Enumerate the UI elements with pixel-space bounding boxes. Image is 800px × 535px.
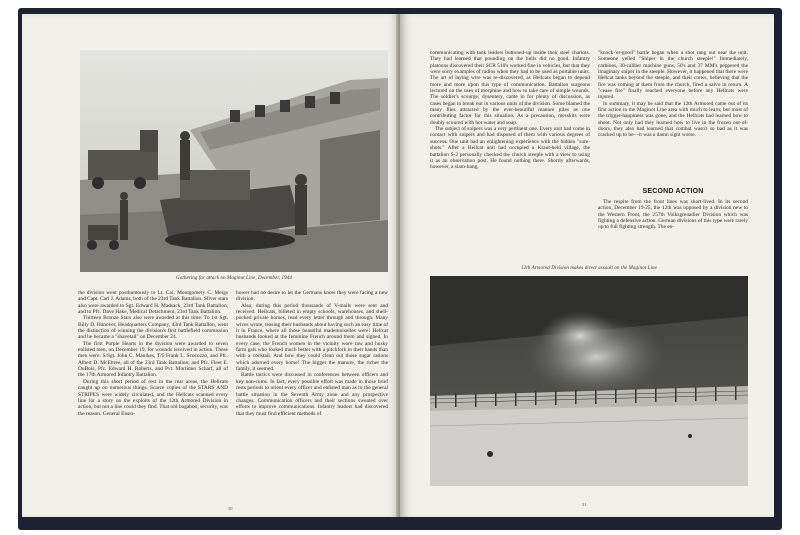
paragraph: Battle tactics were discussed in conferences between officers and key non-coms. In fact, every possible effort was made in those brief rests periods to orient every officer and enlisted man as to the general battle situation in the Seventh Army zone and any prospective changes. Communication officers and their sections sweated over efforts to improve communications. Infantry leaders had discovered that they must find efficient methods of [236,372,388,417]
photo-caption: 12th Armored Division makes direct assault on the Maginot Line [521,266,657,271]
paragraph: "knock-'er-good" battle began when a shot rang out near the unit. Someone yelled "Sniper in the church steeple!" Immediately, carbines, 30-caliber machine guns, 50's and 37 MM's peppered the imaginary sniper in the steeple. However, it happened that there were Hellcat tanks beyond the steeple, and their crews, believing that the fire was coming at them from the church, fired a salvo in return. A "cease fire" finally reached everyone before any Hellcats were injured. [598,50,748,101]
photo-caption: Gathering for attack on Maginot Line, December, 1944 [176,276,292,281]
right-text-column-1 [430,50,590,260]
left-text-column-1 [78,290,228,502]
paragraph: hower had no desire to let the Germans know they were facing a new division. [236,290,388,303]
right-text-column-2-continued [598,199,748,259]
paragraph: The subject of snipers was a very pertinent one. Every unit had come in contact with snipers and had disposed of them with various degrees of success. One unit had an enlightening experience with the hidden "sure-shots." After a Hellcat unit had occupied a Kraut-held village, the battalion S-2 personally checked the church steeple with a view to using it as an observation post. He found nothing there. Shortly afterwards, however, a slam-bang, [430,126,590,171]
right-text-column-2 [598,50,748,184]
paragraph: In summary, it may be said that the 12th Armored came out of its first action in the Maginot Line area with much to learn; but most of the trigger-happiness was gone, and the Hellcats had learned how to shoot. Not only had they learned how to live in the frozen out-of-doors, they also had learned that combat wasn't so bad as it was cracked up to be—it was a damn sight worse. [598,100,748,139]
maginot-gathering-photo [80,50,388,272]
page-number: 30 [228,506,233,511]
left-text-column-2 [236,290,388,502]
section-heading: SECOND ACTION [642,188,704,195]
page-number: 31 [582,502,587,507]
left-page [22,14,400,517]
paragraph: During this short period of rest in the rear areas, the Hellcats caught up on numerous things. Scarce copies of the STARS AND STRIPES were widely circulated, and the Hellcats scanned every line for a story on the exploits of the 12th Armored Division in action, but not a line could they find. That old bugaboo, security, was the reason. General Eisen- [78,378,228,417]
paragraph: The respite from the front lines was short-lived. In its second action, December 19-25, the 12th was opposed by a division new to the Western Front, the 257th Volksgrenadier Division which was fighting a defensive action. German divisions of this type were rarely up to full fighting strength. The en- [598,199,748,231]
paragraph: Also, during this period thousands of V-mails were sent and received. Hellcats, billeted in empty schools, warehouses, and shell-pocked private homes, read every letter through and through. Many wives wrote, teasing their husbands about having such an easy time of it in France, where all those beautiful mademoiselles were! Hellcat husbands looked at the feminine French around them and sighed. In every case, the French women in the vicinity wore raw and husky farm gals who looked much better with a pitchfork in their hands than with a cocktail. And how they could clean out those sugar rations which adorned every home! The bigger the manure, the richer the family, it seemed. [236,302,388,373]
paragraph: communicating with tank leaders buttoned-up inside their steel chariots. They had learned that pounding on the hulls did no good. Infantry platoons discovered their SCR 510's worked fine in vehicles, but that they were sorry examples of radios when they had to be used as portable units. The art of laying wire was re-discovered, as Hellcats began to depend more and more upon this type of communication. Battalion surgeons lectured on the uses of morphine and how to take care of simple wounds. The soldier's scourge, dysentery, came in for plenty of discussion, as cases began to break out in various units of the division. Some blamed the many flies attracted by the ever-beautiful manure piles as one contributing factor for this situation. As a precaution, messkits were doubly scoured with hot water and soap. [430,50,590,126]
right-page [400,14,774,517]
paragraph: the division went posthumously to Lt. Col. Montgomery C. Meigs and Capt. Carl J. Adams, both of the 23rd Tank Battalion. Silver stars also were awarded to Sgt. Edward H. Madsack, 23rd Tank Battalion, and to Pfc. Dave Hake, Medical Detachment, 23rd Tank Battalion. [78,290,228,316]
paragraph: Thirteen Bronze Stars also were awarded at this time. To 1st Sgt. Billy D. Hanover, Headquarters Company, 43rd Tank Battalion, went the distinction of winning the division's first battlefield commission and he became a "shavetail" on December 24. [78,315,228,341]
paragraph: The first Purple Hearts in the division were awarded to seven enlisted men, on December 19, for wounds received in action. These men were: S/Sgt. John C. Manikes, T/5 Frank L. Scocozzo, and Pfc. Albert D. McEltree, all of the 23rd Tank Battalion; and Pfc. Fleet E. DuBois, Pfc. Edward H. Roberts, and Pvt. Mortimer Scharf, all of the 17th Armored Infantry Battalion. [78,340,228,379]
maginot-assault-photo [430,276,748,486]
